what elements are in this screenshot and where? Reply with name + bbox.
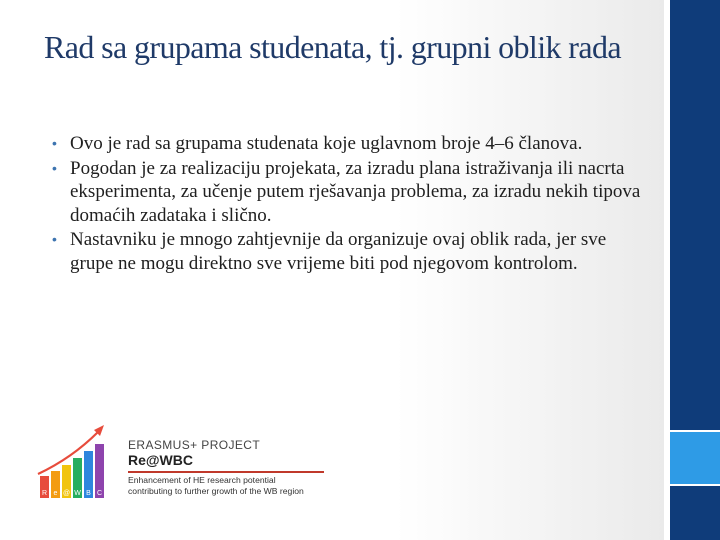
erasmus-project-logo xyxy=(34,418,344,502)
logo-text-block xyxy=(128,438,343,497)
bar-chart-logo-icon xyxy=(34,418,116,502)
bullet-list xyxy=(52,132,642,276)
bullet-item xyxy=(52,157,642,228)
side-bar-gap xyxy=(670,484,720,486)
bullet-item xyxy=(52,228,642,275)
slide-title: Rad sa grupama studenata, tj. grupni oblik rada xyxy=(44,29,621,65)
logo-bar-letter: e xyxy=(53,490,58,497)
logo-project-name: Re@WBC xyxy=(128,452,193,468)
logo-bar-letter: B xyxy=(86,490,91,497)
logo-bar-letter: R xyxy=(41,490,48,497)
bullet-text: Ovo je rad sa grupama studenata koje uglavnom broje 4–6 članova. xyxy=(70,133,583,154)
logo-program-name: ERASMUS+ PROJECT xyxy=(128,438,261,452)
logo-divider xyxy=(128,471,324,473)
logo-bar-letter: C xyxy=(96,490,103,497)
logo-description-line: contributing to further growth of the WB region xyxy=(128,486,304,496)
bullet-marker: • xyxy=(52,159,57,176)
bullet-text: Nastavniku je mnogo zahtjevnije da organizuje ovaj oblik rada, jer sve grupe ne mogu direktno sve vrijeme biti pod njegovom kontrolom. xyxy=(70,229,607,274)
bullet-item xyxy=(52,132,642,156)
bullet-marker: • xyxy=(52,231,57,247)
logo-bar-letter: W xyxy=(74,490,81,497)
logo-description-line: Enhancement of HE research potential xyxy=(128,475,276,485)
logo-bar-letter: @ xyxy=(62,490,71,497)
bullet-text: Pogodan je za realizaciju projekata, za izradu plana istraživanja ili nacrta eksperimenta, za učenje putem rješavanja problema, za izradu nekih tipova domaćih zadataka i slično. xyxy=(70,157,641,226)
bullet-marker: • xyxy=(52,135,57,151)
side-accent-block xyxy=(670,432,720,484)
